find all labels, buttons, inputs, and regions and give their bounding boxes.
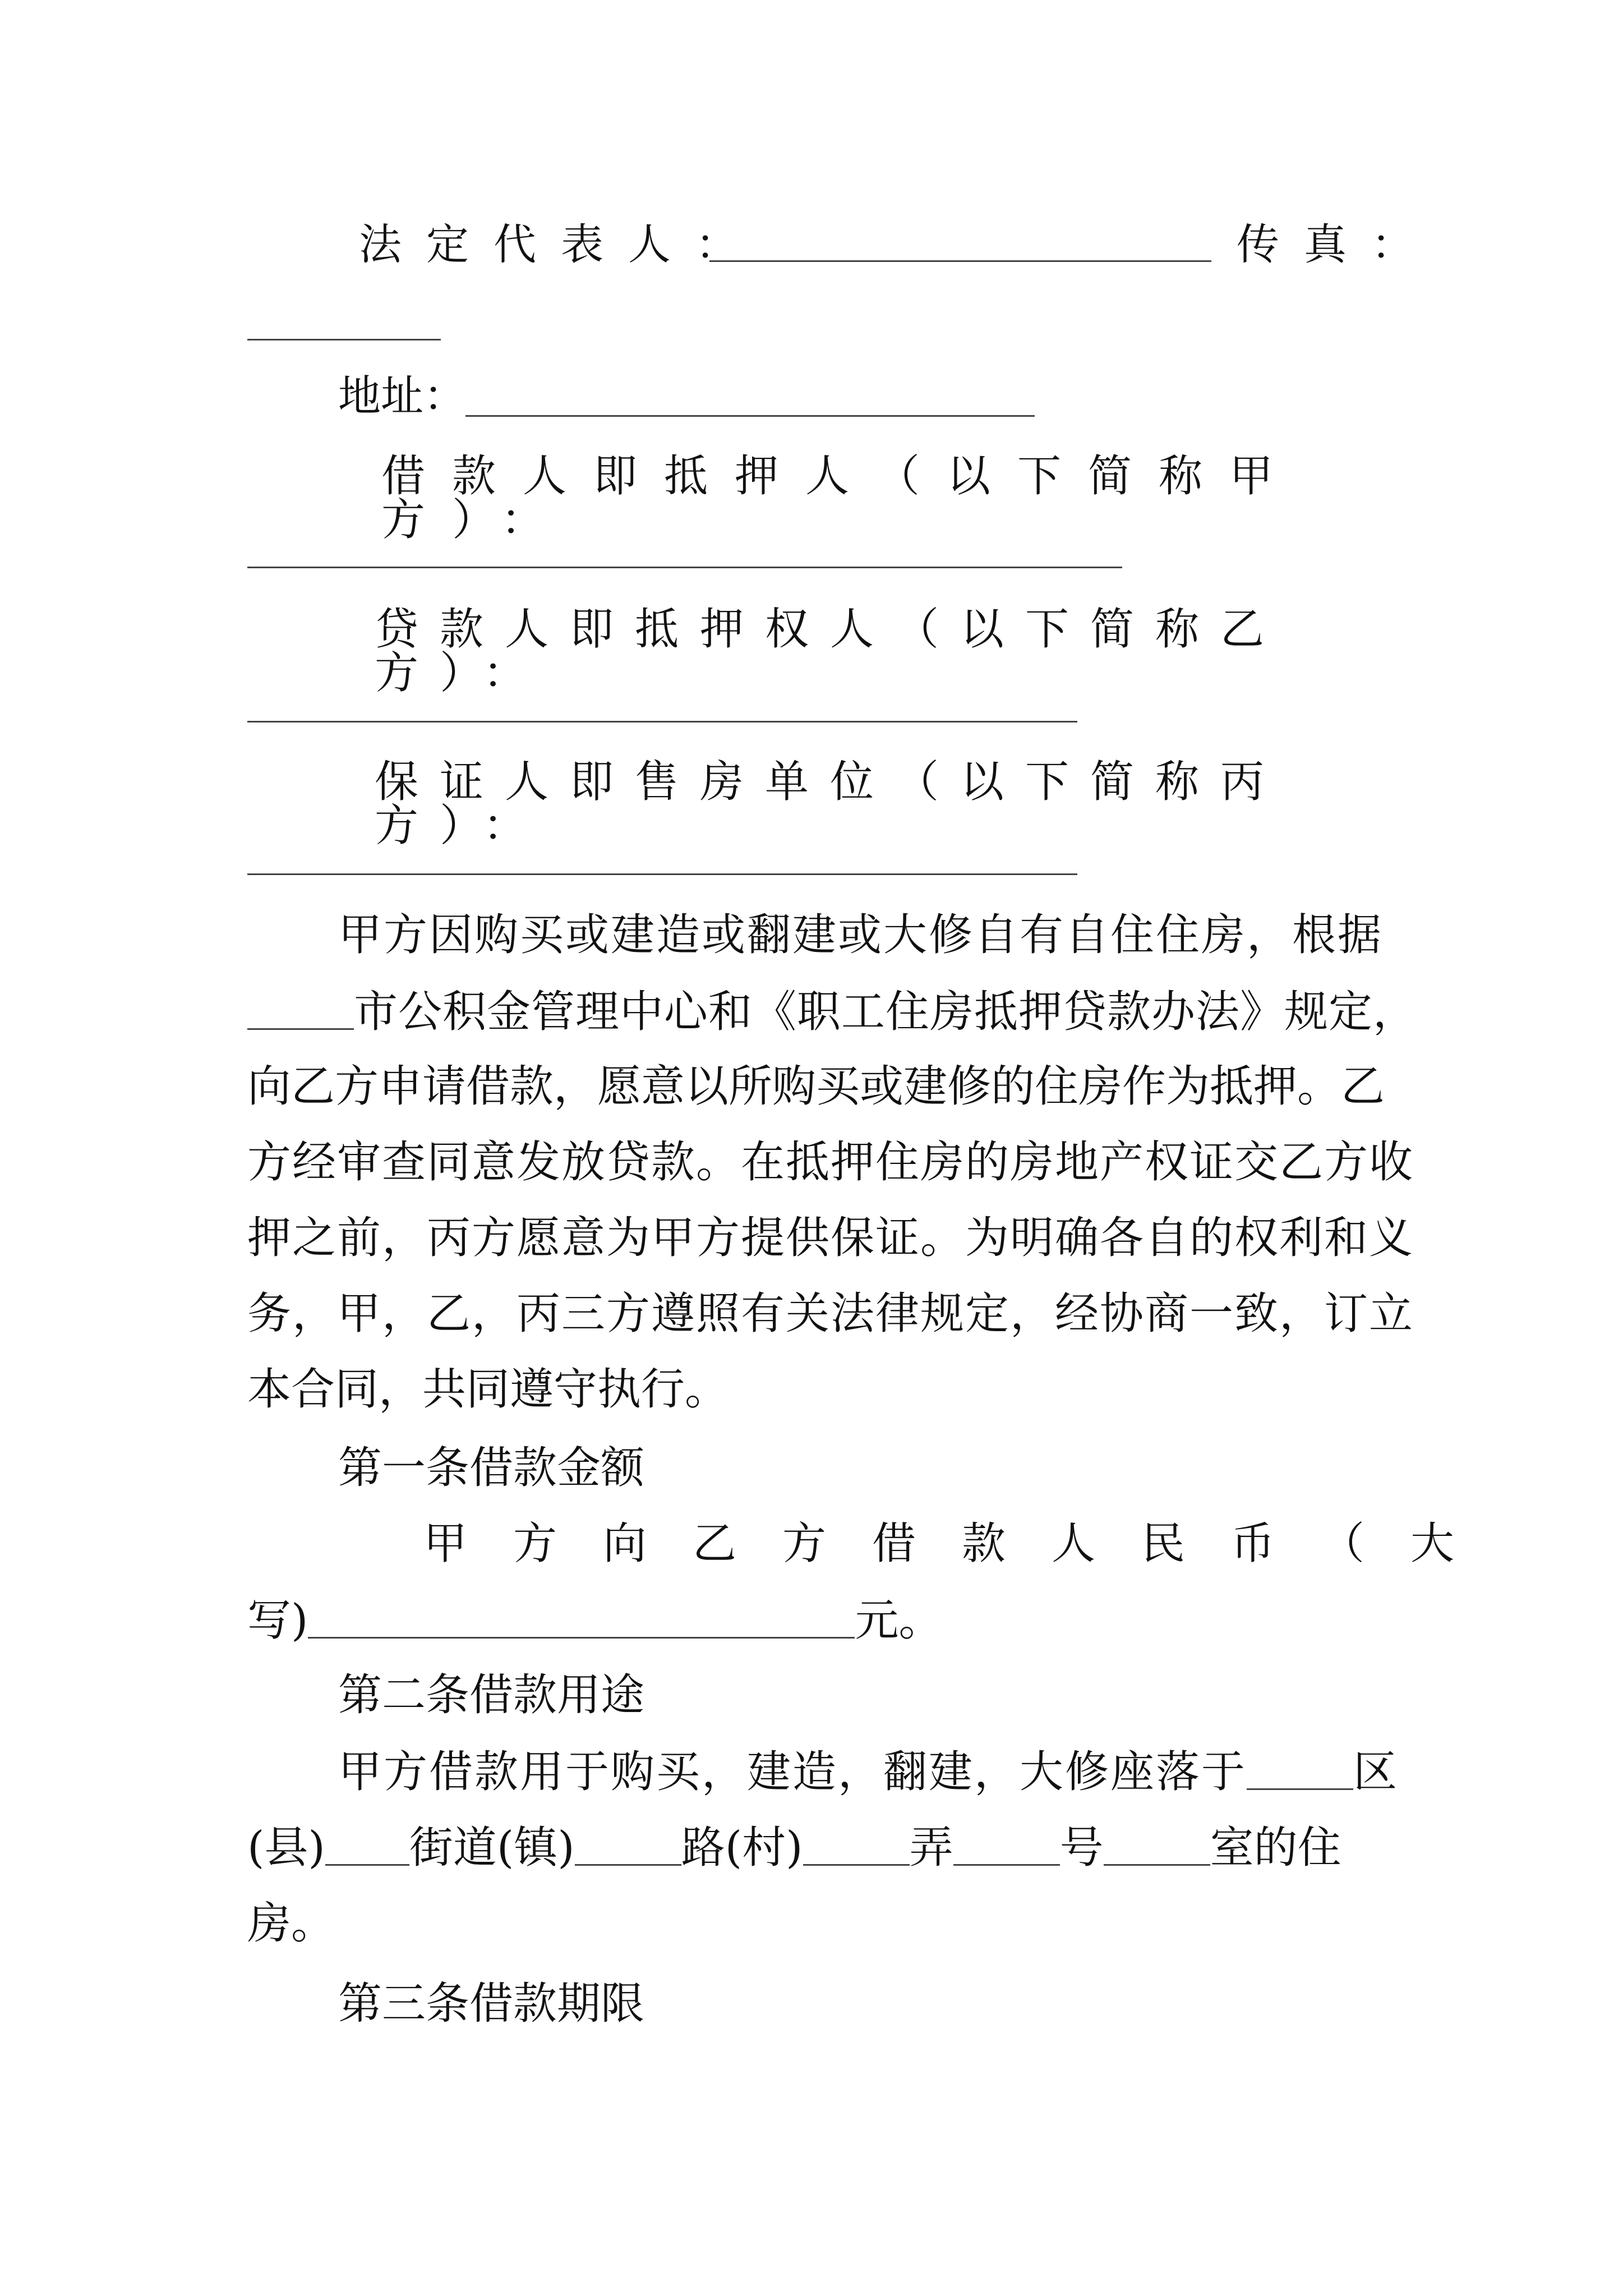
intro-line-7: 本合同，共同遵守执行。 [247, 1364, 729, 1415]
fax-blank [247, 339, 441, 341]
fax-label: 传真： [1237, 219, 1438, 269]
county-blank [325, 1825, 409, 1866]
article1-line2-suffix: 元。 [855, 1595, 943, 1646]
party-c-label: 保证人即售房单位（以下简称丙方）： [375, 757, 1286, 851]
article2-line1-end: 区 [1353, 1747, 1399, 1797]
road-label: 路(村) [681, 1823, 803, 1873]
article2-line1 [338, 1747, 1477, 1797]
intro-line-4: 方经审查同意发放贷款。在抵押住房的房地产权证交乙方收 [247, 1137, 1414, 1188]
number-blank [1104, 1825, 1210, 1866]
intro-line-2: 市公积金管理中心和《职工住房抵押贷款办法》规定， [354, 987, 1418, 1037]
district-blank [1247, 1749, 1353, 1790]
address-label: 地址： [338, 371, 466, 421]
intro-line-1: 甲方因购买或建造或翻建或大修自有自住住房，根据 [338, 910, 1384, 960]
article1-line2 [247, 1595, 1386, 1646]
intro-line-5: 押之前，丙方愿意为甲方提供保证。为明确各自的权利和义 [247, 1213, 1414, 1263]
article2-line1-text: 甲方借款用于购买，建造，翻建，大修座落于 [338, 1747, 1247, 1797]
party-a-blank [247, 567, 1122, 568]
city-blank [247, 989, 354, 1030]
party-a-line [381, 451, 1376, 545]
party-b-label: 贷款人即抵押权人（以下简称乙方）： [375, 604, 1286, 698]
county-label: (县) [247, 1823, 325, 1873]
article2-line2 [247, 1823, 1386, 1873]
intro-line-3: 向乙方申请借款，愿意以所购买或建修的住房作为抵押。乙 [247, 1061, 1385, 1112]
lane-label: 弄 [909, 1823, 953, 1873]
road-blank [803, 1825, 910, 1866]
article1-title: 第一条借款金额 [338, 1443, 645, 1493]
street-label: 街道(镇) [409, 1823, 575, 1873]
party-a-label: 借款人即抵押人（以下简称甲方）： [381, 451, 1301, 545]
party-c-line [375, 757, 1376, 851]
amount-blank [308, 1598, 855, 1639]
party-b-line [375, 604, 1376, 698]
article2-title: 第二条借款用途 [338, 1670, 645, 1720]
article1-line2-prefix: 写) [247, 1595, 308, 1646]
intro-line-2-wrap [247, 987, 1418, 1037]
lane-blank [953, 1825, 1060, 1866]
party-c-blank [247, 873, 1077, 875]
room-label: 室的住 [1210, 1823, 1341, 1873]
number-label: 号 [1059, 1823, 1104, 1873]
street-blank [575, 1825, 681, 1866]
article3-title: 第三条借款期限 [338, 1978, 645, 2029]
intro-line-6: 务，甲，乙，丙三方遵照有关法律规定，经协商一致，订立 [247, 1289, 1414, 1339]
address-blank [465, 415, 1035, 417]
legal-rep-label: 法定代表人： [359, 219, 763, 269]
article2-line3: 房。 [247, 1898, 335, 1949]
article1-line1: 甲方向乙方借款人民币（大 [423, 1519, 1501, 1569]
legal-rep-blank [709, 260, 1211, 262]
party-b-blank [247, 721, 1077, 723]
